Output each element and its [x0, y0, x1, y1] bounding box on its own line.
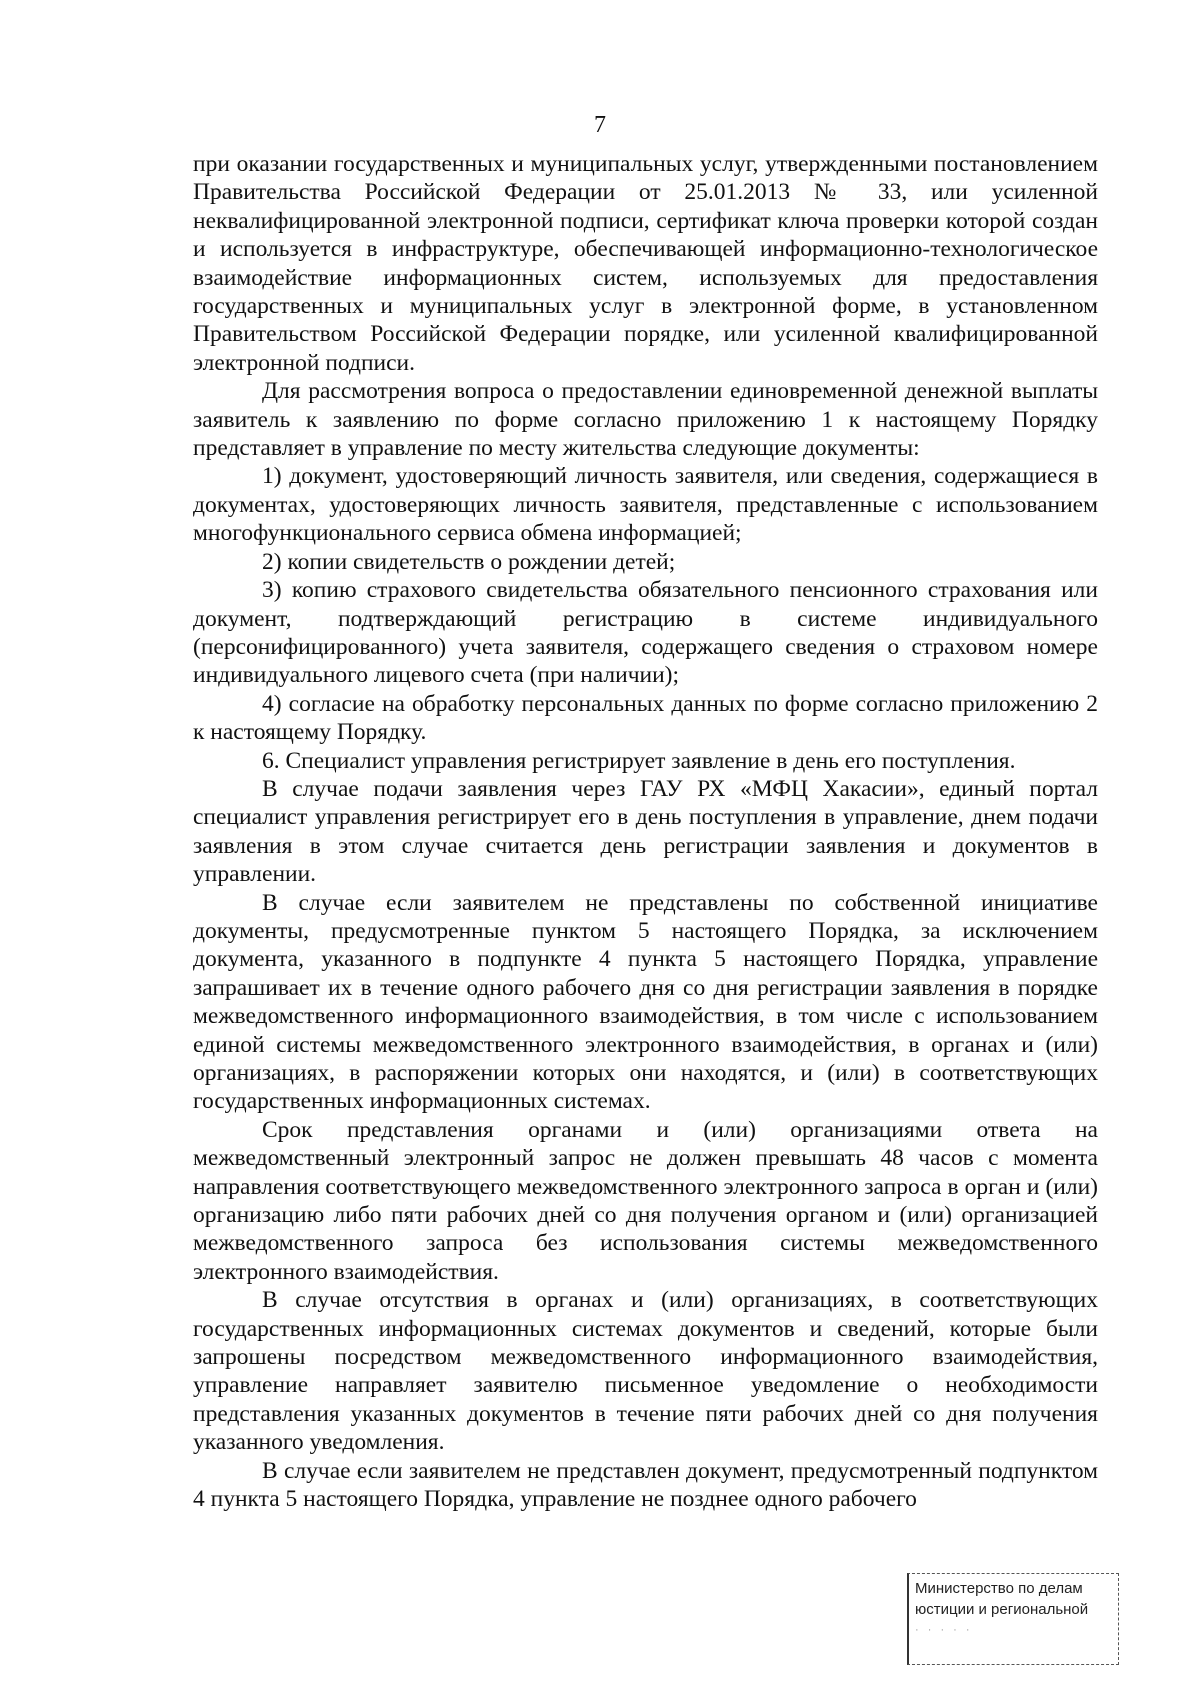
- paragraph: В случае если заявителем не представлен документ, предусмотренный подпунктом 4 пункта 5 настоящего Порядка, управление не позднее одного рабочего: [193, 1457, 1098, 1513]
- stamp-line: Министерство по делам: [915, 1580, 1083, 1597]
- paragraph: Для рассмотрения вопроса о предоставлении единовременной денежной выплаты заявитель к заявлению по форме согласно приложению 1 к настоящему Порядку представляет в управление по месту жительства следующие документы:: [193, 378, 1098, 462]
- stamp-line: юстиции и региональной: [915, 1601, 1089, 1618]
- paragraph: В случае отсутствия в органах и (или) организациях, в соответствующих государственных информационных системах документов и сведений, которые были запрошены посредством межведомственного информационного взаимодействия, управление направляет заявителю письменное уведомление о необходимости представления указанных документов в течение пяти рабочих дней со дня получения указанного уведомления.: [193, 1287, 1098, 1456]
- ministry-stamp: [907, 1573, 1119, 1665]
- page-number: 7: [594, 112, 606, 138]
- list-item: 4) согласие на обработку персональных данных по форме согласно приложению 2 к настоящему Порядку.: [193, 690, 1098, 746]
- list-item: 1) документ, удостоверяющий личность заявителя, или сведения, содержащиеся в документах, удостоверяющих личность заявителя, представленные с использованием многофункционального сервиса обмена информацией;: [193, 463, 1098, 547]
- paragraph: 6. Специалист управления регистрирует заявление в день его поступления.: [262, 747, 1016, 774]
- paragraph: Срок представления органами и (или) организациями ответа на межведомственный электронный запрос не должен превышать 48 часов с момента направления соответствующего межведомственного электронного запроса в орган и (или) организацию либо пяти рабочих дней со дня получения органом и (или) организацией межведомственного запроса без использования системы межведомственного электронного взаимодействия.: [193, 1116, 1098, 1285]
- list-item: 2) копии свидетельств о рождении детей;: [262, 548, 676, 575]
- document-body: [193, 150, 1098, 1514]
- paragraph: В случае если заявителем не представлены по собственной инициативе документы, предусмотренные пунктом 5 настоящего Порядка, за исключением документа, указанного в подпункте 4 пункта 5 настоящего Порядка, управление запрашивает их в течение одного рабочего дня со дня регистрации заявления в порядке межведомственного информационного взаимодействия, в том числе с использованием единой системы межведомственного электронного взаимодействия, в органах и (или) организациях, в распоряжении которых они находятся, и (или) в соответствующих государственных информационных системах.: [193, 889, 1098, 1115]
- list-item: 3) копию страхового свидетельства обязательного пенсионного страхования или документ, подтверждающий регистрацию в системе индивидуального (персонифицированного) учета заявителя, содержащего сведения о страховом номере индивидуального лицевого счета (при наличии);: [193, 577, 1098, 689]
- paragraph: В случае подачи заявления через ГАУ РХ «МФЦ Хакасии», единый портал специалист управления регистрирует его в день поступления в управление, днем подачи заявления в этом случае считается день регистрации заявления и документов в управлении.: [193, 775, 1098, 888]
- paragraph: при оказании государственных и муниципальных услуг, утвержденными постановлением Правительства Российской Федерации от 25.01.2013 № 33, или усиленной неквалифицированной электронной подписи, сертификат ключа проверки которой создан и используется в инфраструктуре, обеспечивающей информационно-технологическое взаимодействие информационных систем, используемых для предоставления государственных и муниципальных услуг в электронной форме, в установленном Правительством Российской Федерации порядке, или усиленной квалифицированной электронной подписи.: [193, 151, 1098, 376]
- stamp-line: · · · · ·: [915, 1624, 973, 1636]
